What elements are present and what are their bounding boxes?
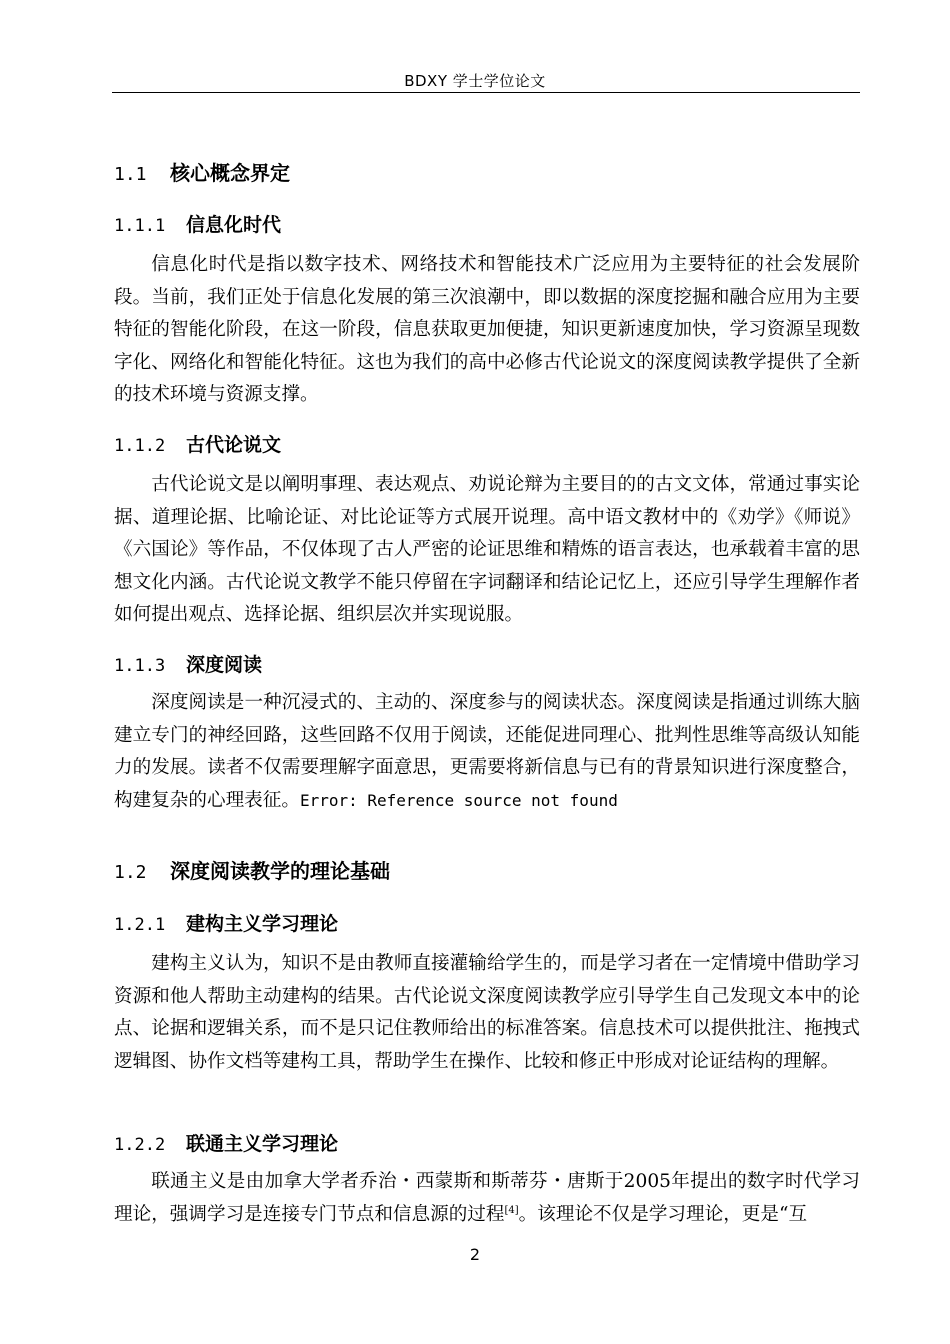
section-title: 核心概念界定 [170,161,290,185]
reference-error: Error: Reference source not found [299,790,618,810]
section-number: 1.1 [114,164,147,185]
paragraph-text: 深度阅读是一种沉浸式的、主动的、深度参与的阅读状态。深度阅读是指通过训练大脑建立专门的神经回路，这些回路不仅用于阅读，还能促进同理心、批判性思维等高级认知能力的发展。读者不仅需要理解字面意思，更需要将新信息与已有的背景知识进行深度整合，构建复杂的心理表征。 [114,692,860,811]
paragraph [114,1166,860,1231]
paragraph [114,687,860,817]
subsection-number: 1.1.1 [114,216,166,236]
section-title: 深度阅读教学的理论基础 [170,859,390,883]
subsection-number: 1.1.2 [114,436,166,456]
section-number: 1.2 [114,862,147,883]
paragraph-text: 联通主义是由加拿大学者乔治・西蒙斯和斯蒂芬・唐斯于2005年提出的数字时代学习理论，强调学习是连接专门节点和信息源的过程 [114,1171,860,1225]
subsection-heading [114,1129,338,1156]
subsection-number: 1.2.1 [114,915,166,935]
subsection-number: 1.2.2 [114,1135,166,1155]
paragraph: 建构主义认为，知识不是由教师直接灌输给学生的，而是学习者在一定情境中借助学习资源和他人帮助主动建构的结果。古代论说文深度阅读教学应引导学生自己发现文本中的论点、论据和逻辑关系，而不是只记住教师给出的标准答案。信息技术可以提供批注、拖拽式逻辑图、协作文档等建构工具，帮助学生在操作、比较和修正中形成对论证结构的理解。 [114,953,860,1072]
subsection-heading [114,650,262,677]
subsection-heading [114,210,281,237]
subsection-title: 建构主义学习理论 [186,913,339,935]
page-number: 2 [469,1245,481,1264]
citation-superscript: [4] [504,1204,519,1216]
header-title: BDXY 学士学位论文 [404,72,546,90]
paragraph-text: 。该理论不仅是学习理论，更是“互 [518,1203,808,1225]
header-rule [112,92,860,93]
paragraph: 古代论说文是以阐明事理、表达观点、劝说论辩为主要目的的古文文体，常通过事实论据、道理论据、比喻论证、对比论证等方式展开说理。高中语文教材中的《劝学》《师说》《六国论》等作品，不仅体现了古人严密的论证思维和精炼的语言表达，也承载着丰富的思想文化内涵。古代论说文教学不能只停留在字词翻译和结论记忆上，还应引导学生理解作者如何提出观点、选择论据、组织层次并实现说服。 [114,474,860,625]
subsection-number: 1.1.3 [114,656,166,676]
subsection-title: 联通主义学习理论 [186,1133,339,1155]
paragraph: 信息化时代是指以数字技术、网络技术和智能技术广泛应用为主要特征的社会发展阶段。当前，我们正处于信息化发展的第三次浪潮中，即以数据的深度挖掘和融合应用为主要特征的智能化阶段，在这一阶段，信息获取更加便捷，知识更新速度加快，学习资源呈现数字化、网络化和智能化特征。这也为我们的高中必修古代论说文的深度阅读教学提供了全新的技术环境与资源支撑。 [114,254,860,405]
section-heading [114,855,390,884]
subsection-title: 深度阅读 [186,654,263,676]
subsection-heading [114,909,338,936]
subsection-title: 信息化时代 [186,214,282,236]
subsection-heading [114,430,281,457]
subsection-title: 古代论说文 [186,434,282,456]
section-heading [114,157,290,186]
